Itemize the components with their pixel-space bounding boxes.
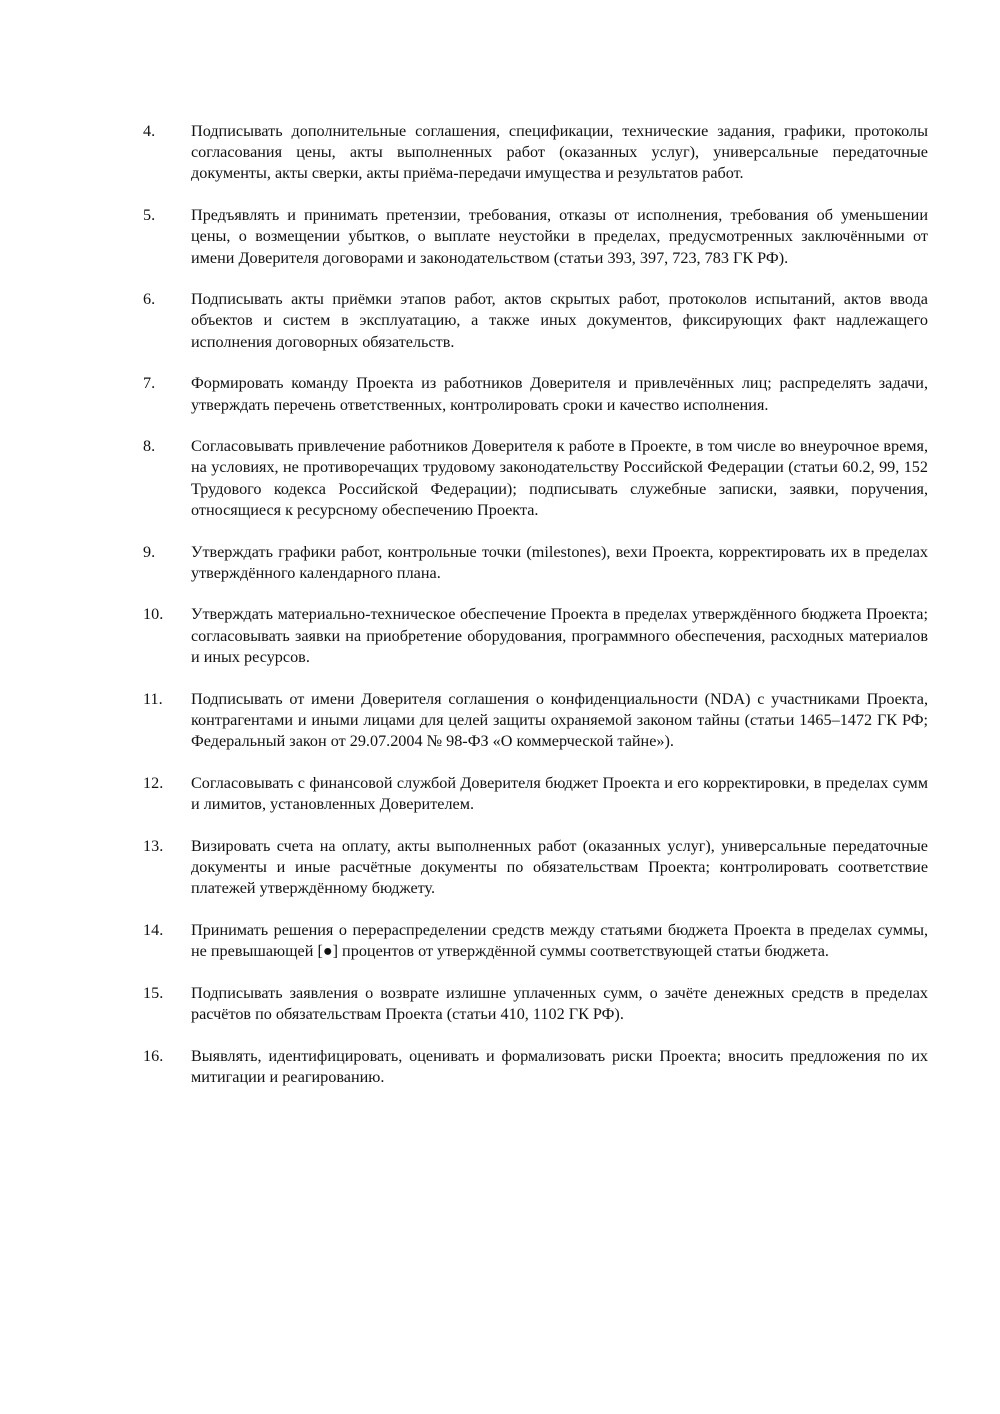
list-item (143, 920, 928, 962)
powers-list (143, 121, 928, 1108)
item-number: 11. (143, 689, 163, 708)
item-number: 15. (143, 983, 164, 1002)
item-number: 5. (143, 206, 156, 225)
list-item (143, 205, 928, 269)
item-text: Принимать решения о перераспределении средств между статьями бюджета Проекта в пределах суммы, не превышающей [●] процентов от утверждённой суммы соответствующей статьи бюджета. (191, 920, 928, 960)
item-number: 6. (143, 290, 156, 309)
list-item (143, 1046, 928, 1088)
item-text: Подписывать дополнительные соглашения, спецификации, технические задания, графики, протоколы согласования цены, акты выполненных работ (оказанных услуг), универсальные передаточные документы, акты сверки, акты приёма-передачи имущества и результатов работ. (191, 122, 928, 183)
item-number: 4. (143, 122, 156, 140)
list-item (143, 773, 928, 815)
item-text: Утверждать материально-техническое обеспечение Проекта в пределах утверждённого бюджета Проекта; согласовывать заявки на приобретение оборудования, программного обеспечения, расходных материалов и иных ресурсов. (191, 605, 928, 666)
list-item (143, 373, 928, 415)
item-number: 8. (143, 437, 156, 456)
list-item (143, 542, 928, 584)
item-text: Подписывать акты приёмки этапов работ, актов скрытых работ, протоколов испытаний, актов ввода объектов и систем в эксплуатацию, а также иных документов, фиксирующих факт надлежащего исполнения договорных обязательств. (191, 290, 928, 351)
item-text: Согласовывать привлечение работников Доверителя к работе в Проекте, в том числе во внеурочное время, на условиях, не противоречащих трудовому законодательству Российской Федерации (статьи 60.2, 99, 152 Трудового кодекса Российской Федерации); подписывать служебные записки, заявки, поручения, относящиеся к ресурсному обеспечению Проекта. (191, 437, 928, 519)
list-item (143, 689, 928, 753)
item-text: Формировать команду Проекта из работников Доверителя и привлечённых лиц; распределять задачи, утверждать перечень ответственных, контролировать сроки и качество исполнения. (191, 374, 928, 414)
item-number: 9. (143, 542, 156, 561)
list-item (143, 436, 928, 521)
list-item (143, 836, 928, 900)
item-text: Подписывать от имени Доверителя соглашения о конфиденциальности (NDA) с участниками Проекта, контрагентами и иными лицами для целей защиты охраняемой законом тайны (статьи 1465–1472 ГК РФ; Федеральный закон от 29.07.2004 № 98-ФЗ «О коммерческой тайне»). (191, 689, 928, 750)
list-item (143, 983, 928, 1025)
item-number: 10. (143, 605, 164, 624)
list-item (143, 121, 928, 185)
item-number: 12. (143, 773, 164, 792)
item-number: 16. (143, 1046, 164, 1065)
list-item (143, 604, 928, 668)
item-text: Согласовывать с финансовой службой Доверителя бюджет Проекта и его корректировки, в пределах сумм и лимитов, установленных Доверителем. (191, 773, 928, 813)
item-text: Визировать счета на оплату, акты выполненных работ (оказанных услуг), универсальные передаточные документы и иные расчётные документы по обязательствам Проекта; контролировать соответствие платежей утверждённому бюджету. (191, 836, 928, 897)
item-number: 7. (143, 374, 156, 393)
item-text: Выявлять, идентифицировать, оценивать и формализовать риски Проекта; вносить предложения по их митигации и реагированию. (191, 1046, 928, 1086)
item-text: Предъявлять и принимать претензии, требования, отказы от исполнения, требования об уменьшении цены, о возмещении убытков, о выплате неустойки в пределах, предусмотренных заключёнными от имени Доверителя договорами и законодательством (статьи 393, 397, 723, 783 ГК РФ). (191, 206, 928, 267)
item-text: Подписывать заявления о возврате излишне уплаченных сумм, о зачёте денежных средств в пределах расчётов по обязательствам Проекта (статьи 410, 1102 ГК РФ). (191, 983, 928, 1023)
item-number: 14. (143, 920, 164, 939)
item-text: Утверждать графики работ, контрольные точки (milestones), вехи Проекта, корректировать их в пределах утверждённого календарного плана. (191, 542, 928, 582)
item-number: 13. (143, 836, 164, 855)
list-item (143, 289, 928, 353)
